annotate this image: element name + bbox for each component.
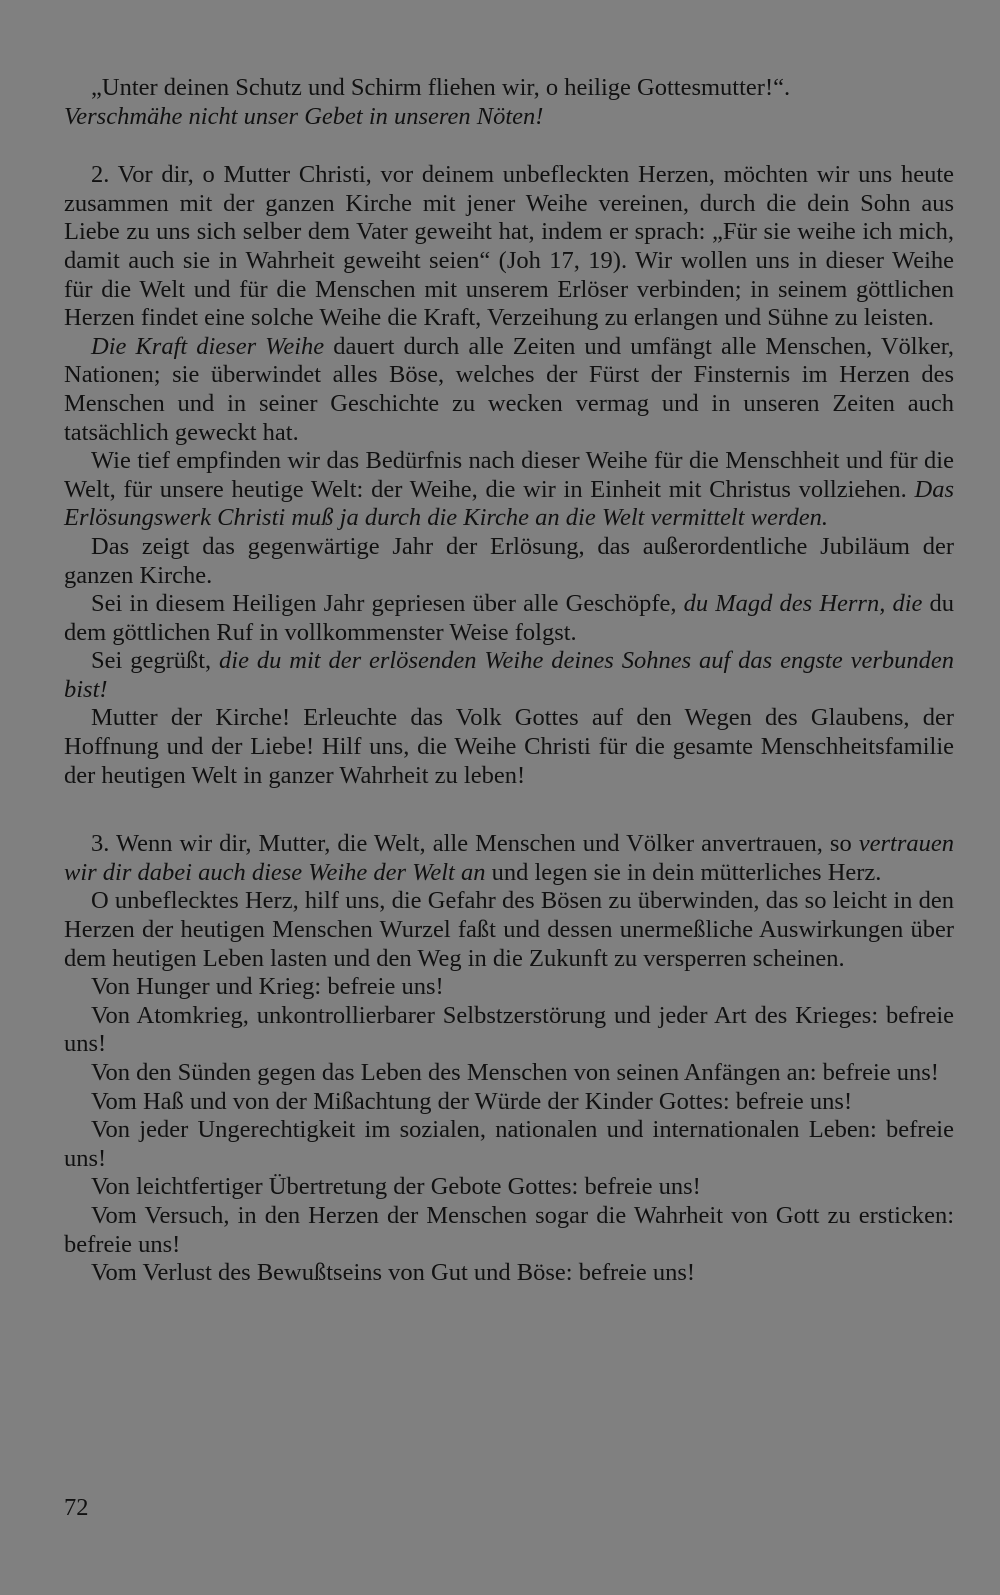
section2-p6-text: Sei gegrüßt, (91, 647, 220, 675)
section2-p1-text: 2. Vor dir, o Mutter Christi, vor deinem unbefleckten Herzen, möchten wir uns heute zusammen mit der ganzen Kirche mit jener Weihe vereinen, durch die dein Sohn aus Liebe zu uns sich selber dem Vater geweiht hat, indem er sprach: „Für sie weihe ich mich, damit auch sie in Wahrheit geweiht seien“ (Joh 17, 19). Wir wollen uns in dieser Weihe für die Welt und für die Menschen mit unserem Erlöser verbinden; in seinem göttlichen Herzen findet eine solche Weihe die Kraft, Verzeihung zu erlangen und Sühne zu leisten. (64, 161, 954, 332)
litany-item (64, 973, 954, 1002)
section2-p6-italic: die du mit der erlösenden Weihe deines Sohnes auf das engste verbunden bist! (64, 647, 954, 703)
page-body (64, 74, 954, 1288)
section2-paragraph-5 (64, 590, 954, 647)
litany-text: Von jeder Ungerechtigkeit im sozialen, nationalen und internationalen Leben: befreie uns! (64, 1116, 954, 1172)
section-gap (64, 790, 954, 830)
intro-line: „Unter deinen Schutz und Schirm fliehen wir, o heilige Gottesmutter!“. (91, 74, 791, 101)
litany-text: Von leichtfertiger Übertretung der Gebote Gottes: befreie uns! (91, 1173, 701, 1201)
intro-italic-paragraph (64, 103, 954, 132)
section2-p5-italic: du Magd des Herrn, die (683, 590, 923, 618)
section2-p2-text: dauert durch alle Zeiten und umfängt alle Menschen, Völker, Nationen; sie überwindet alles Böse, welches der Fürst der Finsternis im Herzen des Menschen und in seiner Geschichte zu wecken vermag und in unseren Zeiten auch tatsächlich geweckt hat. (64, 332, 955, 446)
litany-text: Vom Versuch, in den Herzen der Menschen sogar die Wahrheit von Gott zu ersticken: befreie uns! (64, 1201, 954, 1258)
litany-text: Von Atomkrieg, unkontrollierbarer Selbstzerstörung und jeder Art des Krieges: befreie uns! (64, 1001, 954, 1058)
section3-p1-rest: und legen sie in dein mütterliches Herz. (485, 858, 882, 886)
litany-item (64, 1059, 954, 1088)
litany-text: Von den Sünden gegen das Leben des Menschen von seinen Anfängen an: befreie uns! (91, 1059, 939, 1086)
section2-p7-text: Mutter der Kirche! Erleuchte das Volk Gottes auf den Wegen des Glaubens, der Hoffnung und der Liebe! Hilf uns, die Weihe Christi für die gesamte Menschheitsfamilie der heutigen Welt in ganzer Wahrheit zu leben! (64, 704, 954, 789)
litany-item (64, 1116, 954, 1173)
page-number: 72 (64, 1494, 89, 1521)
intro-italic-line: Verschmähe nicht unser Gebet in unseren Nöten! (64, 102, 544, 130)
litany-item (64, 1002, 954, 1059)
litany-text: Vom Haß und von der Mißachtung der Würde der Kinder Gottes: befreie uns! (91, 1087, 853, 1115)
section2-p3-text: Wie tief empfinden wir das Bedürfnis nach dieser Weihe für die Menschheit und für die Welt, für unsere heutige Welt: der Weihe, die wir in Einheit mit Christus vollziehen. (64, 447, 954, 503)
section2-p2-italic: Die Kraft dieser Weihe (91, 332, 325, 360)
section-gap (64, 131, 954, 161)
litany-item (64, 1202, 954, 1259)
section2-paragraph-6 (64, 647, 954, 704)
section3-p1-text: 3. Wenn wir dir, Mutter, die Welt, alle Menschen und Völker anvertrauen, so (91, 830, 859, 858)
litany-item (64, 1173, 954, 1202)
section2-p3-italic: Das Erlösungswerk Christi muß ja durch die Kirche an die Welt vermittelt werden. (64, 475, 954, 532)
section3-p2-text: O unbeflecktes Herz, hilf uns, die Gefahr des Bösen zu überwinden, das so leicht in den Herzen der heutigen Menschen Wurzel faßt und dessen unermeßliche Auswirkungen über dem heutigen Leben lasten und den Weg in die Zukunft zu versperren scheinen. (64, 887, 954, 972)
section2-paragraph-4 (64, 533, 954, 590)
intro-paragraph (64, 74, 954, 103)
section3-paragraph-1 (64, 830, 954, 887)
section2-paragraph-3 (64, 447, 954, 533)
section2-paragraph-7 (64, 704, 954, 790)
section2-p5-text: Sei in diesem Heiligen Jahr gepriesen über alle Geschöpfe, (91, 590, 684, 618)
section2-p4-text: Das zeigt das gegenwärtige Jahr der Erlösung, das außerordentliche Jubiläum der ganzen Kirche. (64, 532, 954, 589)
section3-p1-italic: vertrauen wir dir dabei auch diese Weihe der Welt an (64, 830, 954, 886)
litany-item (64, 1259, 954, 1288)
section2-paragraph-2 (64, 333, 954, 447)
section2-paragraph-1 (64, 161, 954, 333)
litany-item (64, 1088, 954, 1117)
litany-text: Von Hunger und Krieg: befreie uns! (91, 973, 444, 1001)
section3-paragraph-2 (64, 887, 954, 973)
section2-p5-rest: du dem göttlichen Ruf in vollkommenster Weise folgst. (64, 590, 955, 646)
litany-text: Vom Verlust des Bewußtseins von Gut und Böse: befreie uns! (91, 1259, 696, 1287)
